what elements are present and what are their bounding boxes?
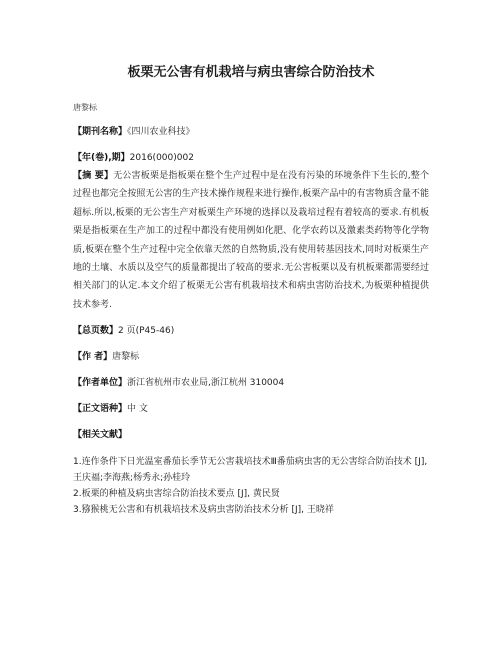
journal-field (73, 123, 429, 141)
author-field (73, 348, 429, 366)
language-label: 【正文语种】 (73, 404, 128, 415)
language-field (73, 400, 429, 418)
year-issue-field (73, 149, 429, 167)
reference-item[interactable]: 3.猕猴桃无公害和有机栽培技术及病虫害防治技术分析 [J], 王晓祥 (73, 505, 334, 516)
abstract-field (73, 167, 429, 314)
document-title: 板栗无公害有机栽培与病虫害综合防治技术 (127, 65, 375, 80)
author-line: 唐黎标 (73, 103, 97, 112)
related-heading (73, 426, 429, 444)
journal-label: 【期刊名称】 (73, 127, 128, 137)
journal-value: 《四川农业科技》 (127, 127, 195, 137)
pages-label: 【总页数】 (73, 326, 119, 337)
affiliation-label: 【作者单位】 (73, 378, 128, 389)
reference-list (73, 454, 429, 518)
pages-field (73, 322, 429, 340)
abstract-label: 【摘 要】 (73, 171, 114, 181)
affiliation-value: 浙江省杭州市农业局,浙江杭州 310004 (127, 378, 285, 389)
reference-item[interactable]: 2.板栗的种植及病虫害综合防治技术要点 [J], 黄民贤 (73, 489, 280, 500)
related-label: 【相关文献】 (73, 430, 128, 441)
year-issue-label: 【年(卷),期】 (73, 153, 130, 163)
author-value: 唐黎标 (112, 352, 140, 363)
abstract-text: 无公害板栗是指板栗在整个生产过程中是在没有污染的环境条件下生长的,整个过程也都完全按照无公害的生产技术操作规程来进行操作,板栗产品中的有害物质含量不能超标.所以,板栗的无公害生产对板栗生产环境的选择以及栽培过程有着较高的要求.有机板栗是指板栗在生产加工的过程中都没有使用例如化肥、化学农药以及激素类药物等化学物质,板栗在整个生产过程中完全依靠天然的自然物质,没有使用转基因技术,同时对板栗生产地的土壤、水质以及空气的质量都提出了较高的要求.无公害板栗以及有机板栗都需要经过相关部门的认定.本文介绍了板栗无公害有机栽培技术和病虫害防治技术,为板栗种植提供技术参考. (73, 171, 429, 310)
author-label: 【作 者】 (73, 352, 113, 363)
year-issue-value: 2016(000)002 (129, 153, 194, 163)
pages-value: 2 页(P45-46) (118, 326, 175, 337)
language-value: 中 文 (127, 404, 148, 415)
reference-item[interactable]: 1.连作条件下日光温室番茄长季节无公害栽培技术Ⅲ番茄病虫害的无公害综合防治技术 [J], 王庆福;李海燕;杨秀永;孙桂玲 (73, 457, 428, 484)
affiliation-field (73, 374, 429, 392)
